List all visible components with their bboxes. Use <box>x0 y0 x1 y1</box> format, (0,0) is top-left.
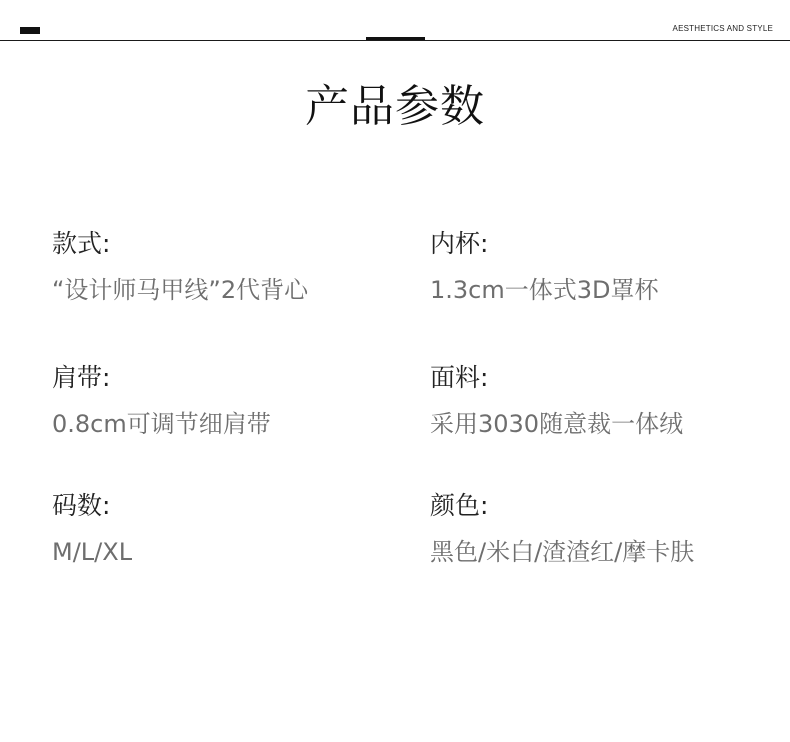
page-title: 产品参数 <box>305 81 485 132</box>
spec-label: 码数: <box>52 491 111 520</box>
header-divider <box>0 40 790 41</box>
spec-label: 面料: <box>430 363 489 392</box>
spec-label: 内杯: <box>430 229 489 258</box>
spec-label: 款式: <box>52 229 111 258</box>
spec-value: 1.3cm一体式3D罩杯 <box>430 276 659 304</box>
spec-value: “设计师马甲线”2代背心 <box>52 276 309 304</box>
spec-cup <box>430 228 659 306</box>
spec-style <box>52 228 308 306</box>
spec-value: M/L/XL <box>52 538 133 566</box>
spec-label: 颜色: <box>430 491 489 520</box>
spec-fabric <box>430 362 683 440</box>
spec-strap <box>52 362 271 440</box>
spec-size <box>52 490 132 568</box>
spec-value: 采用3030随意裁一体绒 <box>430 410 684 438</box>
spec-color <box>430 490 694 568</box>
spec-label: 肩带: <box>52 363 111 392</box>
corner-decoration-bar <box>20 27 40 34</box>
header-center-accent <box>366 37 425 40</box>
spec-value: 黑色/米白/渣渣红/摩卡肤 <box>430 538 695 566</box>
spec-value: 0.8cm可调节细肩带 <box>52 410 271 438</box>
header-tagline: AESTHETICS AND STYLE <box>672 24 773 33</box>
